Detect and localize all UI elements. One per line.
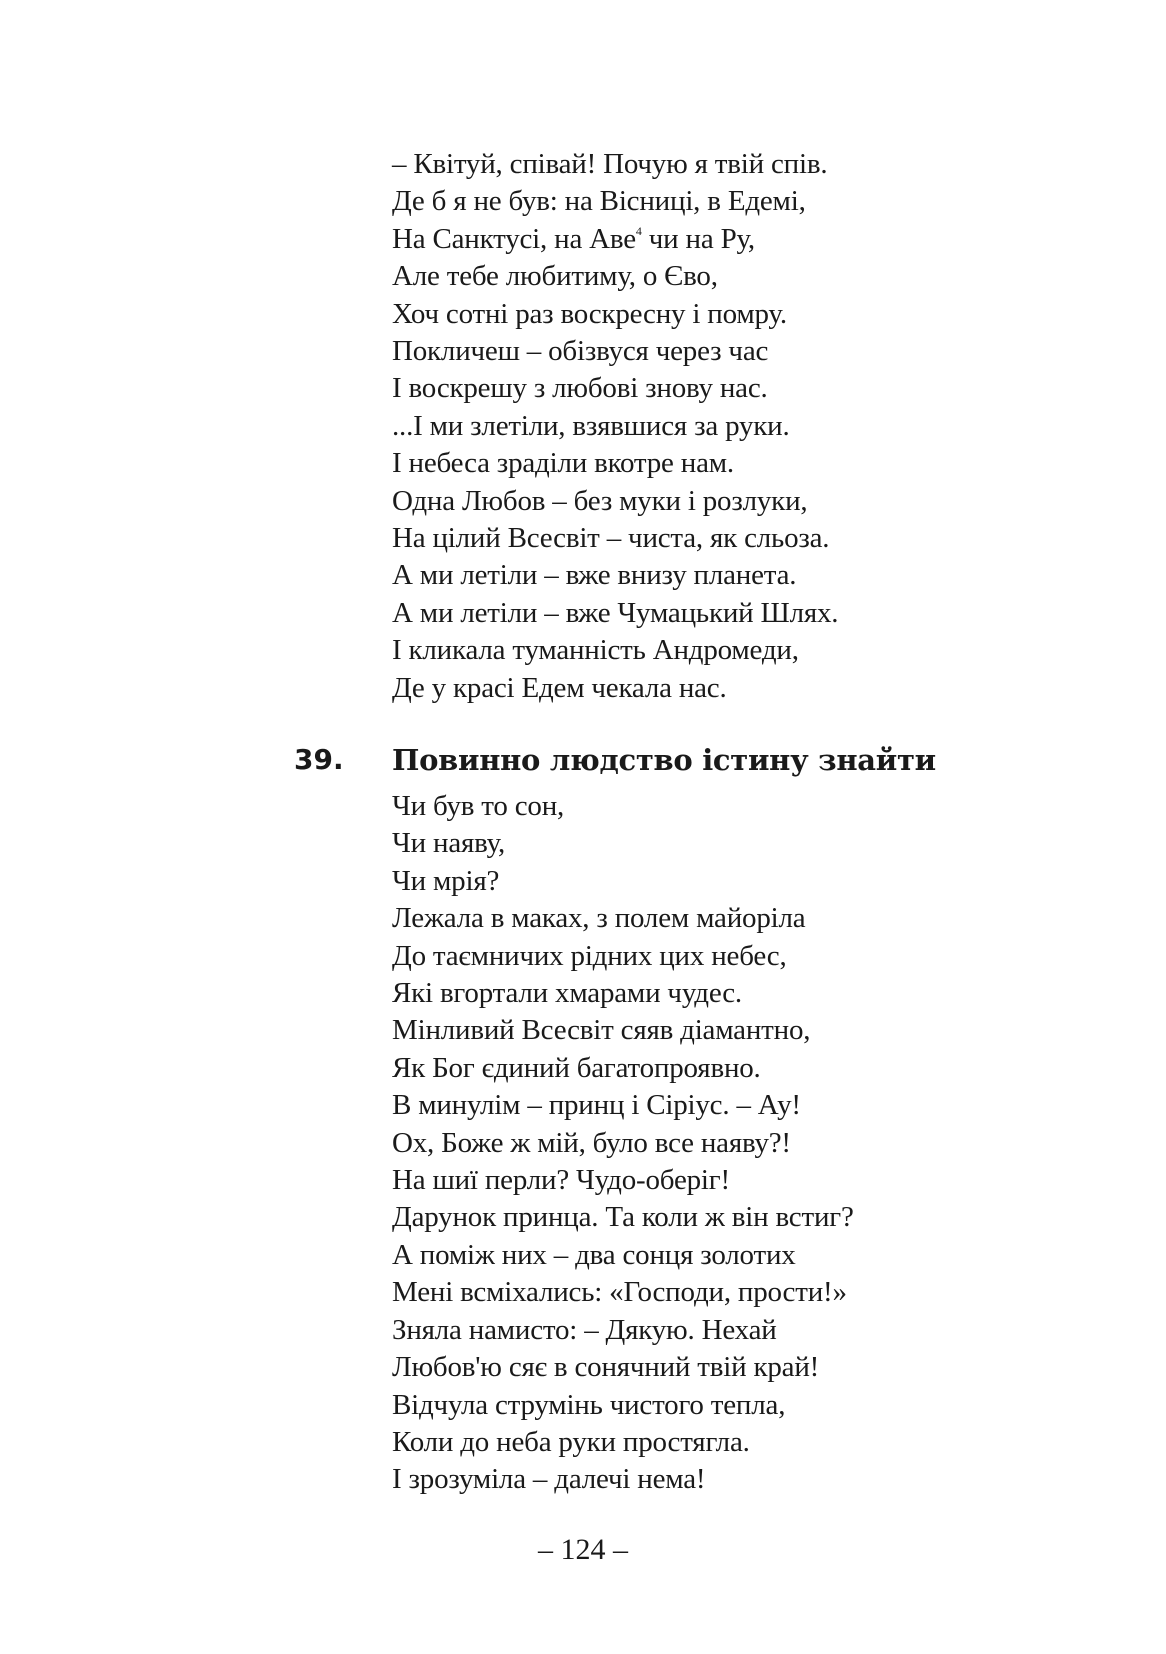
verse-line: Які вгортали хмарами чудес.: [392, 977, 742, 1010]
verse-line: До таємничих рідних цих небес,: [392, 939, 787, 972]
verse-line-with-footnote: [392, 221, 838, 258]
verse-line: І кликала туманність Андромеди,: [392, 634, 799, 667]
verse-line: Хоч сотні раз воскресну і помру.: [392, 297, 787, 330]
verse-line: Дарунок принца. Та коли ж він встиг?: [392, 1201, 854, 1234]
verse-line: Де у красі Едем чекала нас.: [392, 671, 727, 704]
verse-line: Але тебе любитиму, о Єво,: [392, 260, 718, 293]
verse-line: І небеса зраділи вкотре нам.: [392, 447, 734, 480]
verse-line: Чи мрія?: [392, 864, 500, 897]
continuation-stanza: [392, 146, 838, 707]
verse-line: Чи наяву,: [392, 827, 506, 860]
verse-line: Мені всміхались: «Господи, прости!»: [392, 1276, 847, 1309]
footnote-mark: 4: [635, 223, 642, 238]
verse-line: А ми летіли – вже внизу планета.: [392, 559, 797, 592]
verse-line: Де б я не був: на Вісниці, в Едемі,: [392, 185, 806, 218]
verse-line: Покличеш – обізвуся через час: [392, 335, 769, 368]
verse-line: Чи був то сон,: [392, 790, 565, 822]
poem-title: Повинно людство істину знайти: [392, 743, 936, 777]
verse-line: На шиї перли? Чудо-оберіг!: [392, 1164, 730, 1197]
verse-line: І воскрешу з любові знову нас.: [392, 372, 768, 405]
page-number: – 124 –: [538, 1533, 628, 1566]
verse-line: – Квітуй, співай! Почую я твій спів.: [392, 148, 828, 180]
verse-line: Лежала в маках, з полем майоріла: [392, 902, 806, 935]
verse-line: Мінливий Всесвіт сяяв діамантно,: [392, 1014, 811, 1047]
verse-line: В минулім – принц і Сіріус. – Ау!: [392, 1089, 801, 1122]
poem-body: [392, 788, 854, 1499]
verse-line-start: На Санктусі, на Аве: [392, 222, 636, 255]
poem-number: 39.: [294, 743, 344, 776]
verse-line: Зняла намисто: – Дякую. Нехай: [392, 1313, 777, 1346]
verse-line: Як Бог єдиний багатопроявно.: [392, 1051, 761, 1084]
verse-line: На цілий Всесвіт – чиста, як сльоза.: [392, 522, 830, 555]
verse-line-end: чи на Ру,: [641, 222, 755, 255]
verse-line: Коли до неба руки простягла.: [392, 1425, 750, 1458]
verse-line: І зрозуміла – далечі нема!: [392, 1463, 706, 1496]
verse-line: Одна Любов – без муки і розлуки,: [392, 484, 808, 517]
verse-line: Відчула струмінь чистого тепла,: [392, 1388, 786, 1421]
verse-line: Любов'ю сяє в сонячний твій край!: [392, 1351, 820, 1384]
verse-line: ...І ми злетіли, взявшися за руки.: [392, 409, 790, 442]
verse-line: А поміж них – два сонця золотих: [392, 1238, 796, 1271]
verse-line: Ох, Боже ж мій, було все наяву?!: [392, 1126, 791, 1159]
verse-line: А ми летіли – вже Чумацький Шлях.: [392, 596, 839, 629]
